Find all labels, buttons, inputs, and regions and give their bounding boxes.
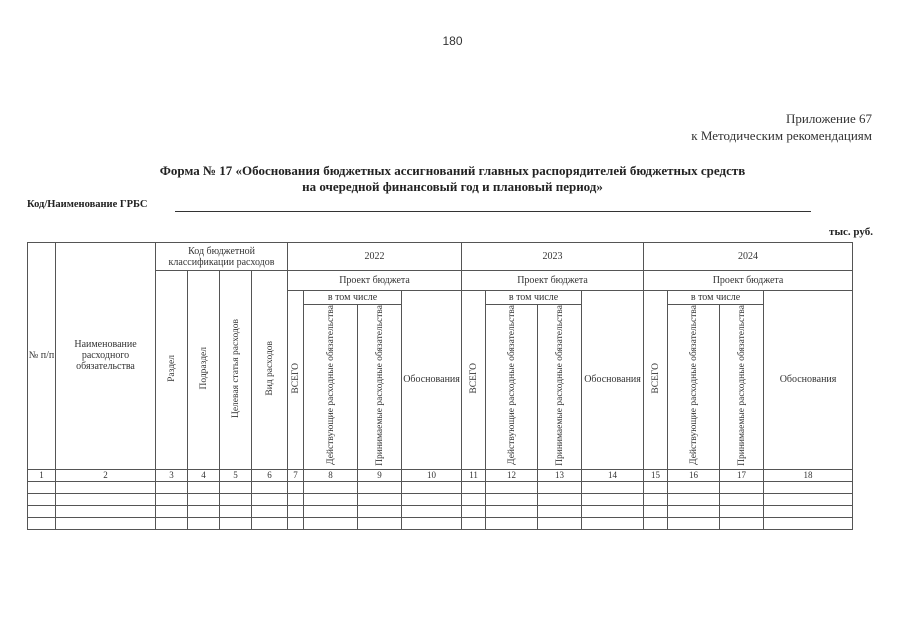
empty-cell[interactable] <box>156 505 188 517</box>
project-label-2022: Проект бюджета <box>339 275 410 286</box>
empty-cell[interactable] <box>252 517 288 529</box>
col-name-label: Наименование расходного обязательства <box>74 339 137 373</box>
code-col-subsection <box>188 271 220 470</box>
empty-cell[interactable] <box>644 481 668 493</box>
empty-cell[interactable] <box>304 505 358 517</box>
empty-cell[interactable] <box>220 481 252 493</box>
code-subsection-label: Подраздел <box>198 347 209 390</box>
year-label-2024: 2024 <box>738 251 759 262</box>
empty-cell[interactable] <box>402 505 462 517</box>
empty-cell[interactable] <box>252 481 288 493</box>
empty-cell[interactable] <box>720 517 764 529</box>
accepted-2022 <box>358 305 402 470</box>
code-target-label: Целевая статья расходов <box>230 318 241 418</box>
empty-cell[interactable] <box>764 517 853 529</box>
column-number: 12 <box>486 469 538 481</box>
col-no-label: № п/п <box>28 350 55 362</box>
empty-cell[interactable] <box>462 517 486 529</box>
justification-label-2024: Обоснования <box>779 374 837 386</box>
total-label-2023: ВСЕГО <box>468 363 479 394</box>
col-no-header <box>28 243 56 470</box>
project-label-2024: Проект бюджета <box>712 275 784 286</box>
empty-cell[interactable] <box>764 493 853 505</box>
empty-cell[interactable] <box>538 505 582 517</box>
empty-cell[interactable] <box>220 517 252 529</box>
accepted-label-2022: Принимаемые расходные обязательства <box>374 305 385 466</box>
year-label-2023: 2023 <box>542 251 563 262</box>
table-row <box>28 481 853 493</box>
empty-cell[interactable] <box>288 505 304 517</box>
column-number: 17 <box>720 469 764 481</box>
empty-cell[interactable] <box>28 517 56 529</box>
total-2024 <box>644 291 668 470</box>
accepted-2024 <box>720 305 764 470</box>
including-label-2023: в том числе <box>508 292 559 303</box>
empty-cell[interactable] <box>56 517 156 529</box>
table-row <box>28 493 853 505</box>
including-label-2024: в том числе <box>690 292 741 303</box>
empty-cell[interactable] <box>668 517 720 529</box>
empty-cell[interactable] <box>358 517 402 529</box>
empty-cell[interactable] <box>402 481 462 493</box>
empty-cell[interactable] <box>288 493 304 505</box>
empty-cell[interactable] <box>538 493 582 505</box>
empty-cell[interactable] <box>188 505 220 517</box>
empty-cell[interactable] <box>644 505 668 517</box>
including-label-2022: в том числе <box>327 292 378 303</box>
empty-cell[interactable] <box>304 481 358 493</box>
accepted-2023 <box>538 305 582 470</box>
year-header-2023 <box>462 243 644 271</box>
empty-cell[interactable] <box>668 493 720 505</box>
accepted-label-2023: Принимаемые расходные обязательства <box>554 305 565 466</box>
empty-cell[interactable] <box>764 505 853 517</box>
page-number: 180 <box>442 34 463 48</box>
empty-cell[interactable] <box>188 493 220 505</box>
project-2022 <box>288 271 462 291</box>
empty-cell[interactable] <box>720 493 764 505</box>
empty-cell[interactable] <box>582 517 644 529</box>
column-number: 6 <box>252 469 288 481</box>
form-title-line-1: Форма № 17 «Обоснования бюджетных ассигнований главных распорядителей бюджетных средств <box>159 163 746 178</box>
header-row-1 <box>28 243 853 271</box>
existing-label-2024: Действующие расходные обязательства <box>688 305 699 466</box>
justification-label-2023: Обоснования <box>584 374 641 386</box>
empty-cell[interactable] <box>156 517 188 529</box>
column-number: 7 <box>288 469 304 481</box>
empty-cell[interactable] <box>220 493 252 505</box>
existing-2024 <box>668 305 720 470</box>
appendix-note <box>691 110 872 144</box>
empty-cell[interactable] <box>462 493 486 505</box>
empty-cell[interactable] <box>28 493 56 505</box>
empty-cell[interactable] <box>288 481 304 493</box>
empty-cell[interactable] <box>252 505 288 517</box>
existing-label-2023: Действующие расходные обязательства <box>506 305 517 466</box>
column-number: 16 <box>668 469 720 481</box>
column-number-row <box>28 469 853 481</box>
code-col-section <box>156 271 188 470</box>
empty-cell[interactable] <box>288 517 304 529</box>
project-label-2023: Проект бюджета <box>517 275 588 286</box>
empty-cell[interactable] <box>252 493 288 505</box>
column-number: 9 <box>358 469 402 481</box>
budget-table <box>27 242 853 530</box>
project-2024 <box>644 271 853 291</box>
empty-cell[interactable] <box>56 481 156 493</box>
code-col-target <box>220 271 252 470</box>
empty-cell[interactable] <box>28 481 56 493</box>
empty-cell[interactable] <box>668 481 720 493</box>
column-number: 2 <box>56 469 156 481</box>
year-header-2022 <box>288 243 462 271</box>
form-title <box>40 163 865 195</box>
justification-2023 <box>582 291 644 470</box>
including-2024 <box>668 291 764 305</box>
empty-cell[interactable] <box>582 505 644 517</box>
empty-cell[interactable] <box>538 481 582 493</box>
appendix-line-2: к Методическим рекомендациям <box>691 128 872 143</box>
code-col-type <box>252 271 288 470</box>
column-number: 8 <box>304 469 358 481</box>
code-section-label: Раздел <box>166 355 177 382</box>
column-number: 15 <box>644 469 668 481</box>
column-number: 13 <box>538 469 582 481</box>
budget-code-label: Код бюджетной классификации расходов <box>168 245 275 268</box>
units-label: тыс. руб. <box>829 226 873 238</box>
empty-cell[interactable] <box>462 481 486 493</box>
empty-cell[interactable] <box>220 505 252 517</box>
empty-cell[interactable] <box>486 493 538 505</box>
year-label-2022: 2022 <box>364 251 385 262</box>
code-type-label: Вид расходов <box>264 341 275 396</box>
empty-cell[interactable] <box>582 481 644 493</box>
justification-label-2022: Обоснования <box>403 374 460 386</box>
year-header-2024 <box>644 243 853 271</box>
column-number: 1 <box>28 469 56 481</box>
empty-cell[interactable] <box>156 481 188 493</box>
empty-cell[interactable] <box>56 493 156 505</box>
appendix-line-1: Приложение 67 <box>785 111 872 126</box>
total-2022 <box>288 291 304 470</box>
column-number: 4 <box>188 469 220 481</box>
empty-cell[interactable] <box>486 481 538 493</box>
grbs-fill-line <box>175 211 811 212</box>
grbs-label: Код/Наименование ГРБС <box>27 199 148 210</box>
justification-2022 <box>402 291 462 470</box>
empty-cell[interactable] <box>358 505 402 517</box>
column-number: 10 <box>402 469 462 481</box>
total-2023 <box>462 291 486 470</box>
column-number: 14 <box>582 469 644 481</box>
justification-2024 <box>764 291 853 470</box>
empty-cell[interactable] <box>668 505 720 517</box>
table-row <box>28 517 853 529</box>
empty-cell[interactable] <box>486 505 538 517</box>
existing-2023 <box>486 305 538 470</box>
project-2023 <box>462 271 644 291</box>
total-label-2022: ВСЕГО <box>290 363 301 394</box>
existing-label-2022: Действующие расходные обязательства <box>325 305 336 466</box>
column-number: 5 <box>220 469 252 481</box>
empty-cell[interactable] <box>358 481 402 493</box>
empty-cell[interactable] <box>402 493 462 505</box>
empty-cell[interactable] <box>538 517 582 529</box>
empty-cell[interactable] <box>486 517 538 529</box>
empty-cell[interactable] <box>720 505 764 517</box>
empty-cell[interactable] <box>462 505 486 517</box>
empty-cell[interactable] <box>358 493 402 505</box>
empty-cell[interactable] <box>304 493 358 505</box>
column-number: 11 <box>462 469 486 481</box>
budget-code-header <box>156 243 288 271</box>
empty-cell[interactable] <box>28 505 56 517</box>
form-title-line-2: на очередной финансовый год и плановый период» <box>302 179 603 194</box>
including-2023 <box>486 291 582 305</box>
including-2022 <box>304 291 402 305</box>
column-number: 3 <box>156 469 188 481</box>
empty-cell[interactable] <box>644 493 668 505</box>
empty-cell[interactable] <box>764 481 853 493</box>
table-row <box>28 505 853 517</box>
empty-cell[interactable] <box>402 517 462 529</box>
column-number: 18 <box>764 469 853 481</box>
empty-cell[interactable] <box>720 481 764 493</box>
empty-cell[interactable] <box>644 517 668 529</box>
empty-cell[interactable] <box>188 481 220 493</box>
empty-cell[interactable] <box>188 517 220 529</box>
empty-cell[interactable] <box>156 493 188 505</box>
empty-cell[interactable] <box>582 493 644 505</box>
empty-cell[interactable] <box>304 517 358 529</box>
total-label-2024: ВСЕГО <box>650 363 661 394</box>
col-name-header <box>56 243 156 470</box>
accepted-label-2024: Принимаемые расходные обязательства <box>736 305 747 466</box>
empty-cell[interactable] <box>56 505 156 517</box>
existing-2022 <box>304 305 358 470</box>
